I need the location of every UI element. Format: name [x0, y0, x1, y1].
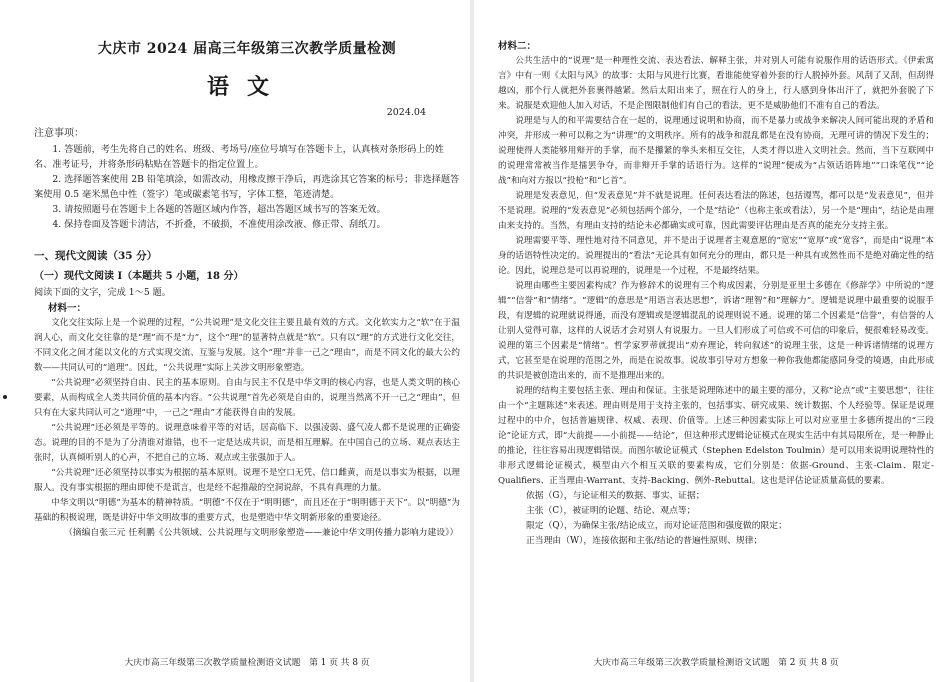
material-label: 材料二： — [498, 41, 537, 52]
body-paragraph: 说理是发表意见，但“发表意见”并不就是说理。任何表达看法的陈述，包括谩骂，都可以是“发表意见”，但并不是说理。说理的“发表意见”必须包括两个部分，一个是“结论”（也称主张或看法），另一个是“理由”，结论是由理由来支持的。当然，有理由支持的结论未必都确实或可靠，因此需要评估理由是否真的能充分支持主张。 — [498, 191, 934, 231]
body-paragraph: 中华文明以“明德”为基本的精神特质。“明德”不仅在于“明明德”，而且还在于“明明德于天下”。以“明德”为基础的积极说理，既是讲好中华文明故事的重要方式，也是塑造中华文明新形象的重要途径。 — [34, 498, 460, 523]
subsection-heading: （一）现代文阅读 I（本题共 5 小题，18 分） — [34, 271, 244, 282]
body-paragraph: 说理需要平等、理性地对待不同意见，并不是出于说理者主观意愿的“宽宏”“宽厚”或“宽容”，而是由“说理”本身的话语特性决定的。说理提出的“看法”无论具有如何充分的理由，都只是一种具有或然性而不是绝对确定性的结论。因此，说理总是可以再说理的，说理是一个过程，不是最终结果。 — [498, 236, 934, 276]
page-footer: 大庆市高三年级第三次教学质量检测语文试题 第 2 页 共 8 页 — [593, 658, 839, 668]
subject-title: 语文 — [206, 74, 287, 100]
notice-item: 4. 保持卷面及答题卡清洁，不折叠，不破损，不准使用涂改液、修正带、刮纸刀。 — [52, 219, 386, 230]
list-item: 限定（Q），为确保主张/结论成立，而对论证范围和强度做的限定； — [526, 521, 787, 531]
page-2 — [476, 0, 950, 682]
list-item: 依据（G），与论证相关的数据、事实、证据； — [526, 491, 705, 501]
body-paragraph: 说理是与人的和平需要结合在一起的，说理通过说明和协商，而不是暴力或战争来解决人间可能出现的矛盾和冲突，并形成一种可以称之为“讲理”的文明秩序。所有的战争和混乱都是在没有协商，无理可讲的情况下发生的；说理使得人类能够用辩开的手掌，而不是攥紧的拳头来相互交往，人类才得以进入文明社会。然而，当下互联网中的说理常常被当作是擂罢争夺，而非辩开手掌的话语行为。这样的“说理”便成为“占领话语阵地”“口诛笔伐”“论战”和向对方报以“投枪”和“匕首”。 — [498, 116, 934, 186]
material-label: 材料一： — [48, 303, 87, 314]
section-heading: 一、现代文阅读（35 分） — [34, 250, 158, 262]
notice-item: 3. 请按照题号在答题卡上各题的答题区域内作答，超出答题区域书写的答案无效。 — [52, 204, 386, 215]
notice-item: 2. 选择题答案使用 2B 铅笔填涂，如需改动，用橡皮擦干净后，再选涂其它答案的标号；非选择题答案使用 0.5 毫米黑色中性（签字）笔或碳素笔书写，字体工整，笔迹清楚。 — [34, 174, 460, 200]
body-paragraph: “公共说理”还必须是平等的。说理意味着平等的对话，居高临下、以强凌弱、盛气凌人都不是说理的正确姿态。说理的目的不是为了分清谁对谁错，也不一定是达成共识，而是相互理解。在中国自己的立场、观点表达主张时，认真倾听别人的心声，不把自己的立场、观点或主张强加于人。 — [34, 423, 460, 463]
notice-item: 1. 答题前，考生先将自己的姓名、班级、考场号/座位号填写在答题卡上，认真核对条形码上的姓名、准考证号，并将条形码粘贴在答题卡的指定位置上。 — [34, 144, 444, 170]
page-footer: 大庆市高三年级第三次教学质量检测语文试题 第 1 页 共 8 页 — [124, 658, 370, 668]
notice-heading: 注意事项： — [34, 128, 84, 139]
scan-speck — [3, 395, 7, 399]
list-item: 正当理由（W），连接依据和主张/结论的普遍性原则、规律； — [526, 536, 763, 546]
page-divider — [470, 0, 474, 682]
source-citation: （摘编自张三元 任利鹏《公共领域、公共说理与文明形象塑造——兼论中华文明传播力影响力建设》） — [64, 528, 459, 538]
page-1 — [0, 0, 470, 682]
body-paragraph: “公共说理”还必须坚持以事实为根据的基本原则。说理不是空口无凭、信口雌黄，而是以事实为根据，以理服人。没有事实根据的理由即使不是谎言，也是经不起推敲的空洞说辞，不具有真理的力量。 — [34, 468, 460, 493]
exam-title: 大庆市 2024 届高三年级第三次教学质量检测 — [97, 41, 397, 57]
body-paragraph: 公共生活中的“说理”是一种理性交流、表达看法、解释主张，并对别人可能有说服作用的话语形式。《伊索寓言》中有一则《太阳与风》的故事：太阳与风进行比赛，看谁能使穿着外套的行人脱掉外套。风刮了又刮，但刮得越凶，那个行人就把外套裹得越紧。然后太阳出来了，照在行人的身上，行人感到身体出汗了，就把外套脱了下来。说服是欢迎他人加入对话，不是企图限制他们有自己的看法，更不是威胁他们不准有自己的看法。 — [498, 56, 934, 111]
body-paragraph: 说理的结构主要包括主张、理由和保证。主张是说理陈述中的最主要的部分，又称“论点”或“主要思想”，往往由一个“主题陈述”来表述。理由则是用于支持主张的，包括事实、研究成果、统计数据、个人经验等。保证是说理过程中的中介，包括普遍规律、权威、表现、价值等。上述三种因素实际上可以对应亚里士多德所提出的“三段论”论证方式，即“大前提——小前提——结论”，但这种形式逻辑论证模式在现实生活中有其局限所在，是一种静止的推论，往往容易出现逻辑错误。而图尔敏论证模式（Stephen Edelston Toulmin）是可以用来说明说理特性的非形式逻辑论证模式，模型由六个相互关联的要素构成，它们分别是：依据-Ground、主张-Claim、限定-Qualifiers、正当理由-Warrant、支持-Backing、例外-Rebuttal。这也是评估论证质量高低的要素。 — [498, 386, 934, 486]
exam-date: 2024.04 — [386, 107, 426, 118]
instruction: 阅读下面的文字，完成 1～5 题。 — [34, 287, 171, 298]
body-paragraph: 文化交往实际上是一个说理的过程，“公共说理”是文化交往主要且最有效的方式。文化软实力之“软”在于温润人心，而文化交往靠的是“理”而不是“力”，这个“理”的显著特点就是“软”。只有以“理”的方式进行文化交往，不同文化之间才能以文化的方式实现交流、互鉴与发展。这个“理”并非一己之“理由”，而是不同文化的最大公约数——共同认可的“道理”。因此，“公共说理”实际上关涉文明形象塑造。 — [34, 318, 460, 373]
body-paragraph: 说理由哪些主要因素构成？作为修辞术的说理有三个构成因素，分别是亚里士多德在《修辞学》中所说的“逻辑”“信誉”和“情绪”。“逻辑”的意思是“用语言表达思想”，诉诸“理智”和“理解力”。逻辑是说理中最重要的说服手段，有逻辑的说理就说得通，而没有逻辑或是逻辑混乱的说理则说不通。说理的第二个因素是“信誉”，有信誉的人让别人觉得可靠，这样的人说话才会对别人有说服力。一旦人们形成了可信或不可信的印象后，便很难轻易改变。说理的第三个因素是“情绪”。哲学家罗蒂就提出“劝弃理论，转向叙述”的说理主张，这是一种诉诸情绪的说理方式，它甚至是在说理的范围之外，而是在说故事。说故事引导对方想象一种你我他都能感同身受的境遇，由此形成的共识是被创造出来的，而不是推理出来的。 — [498, 281, 934, 381]
body-paragraph: “公共说理”必须坚持自由、民主的基本原则。自由与民主不仅是中华文明的核心内容，也是人类文明的核心要素，从而构成全人类共同价值的基本内容。“公共说理”首先必须是自由的，说理当然离不开一己之“理由”，但只有在大家共同认可之“道理”中，一己之“理由”才能获得自由的发展。 — [34, 378, 460, 418]
list-item: 主张（C），被证明的论题、结论、观点等； — [526, 506, 696, 516]
